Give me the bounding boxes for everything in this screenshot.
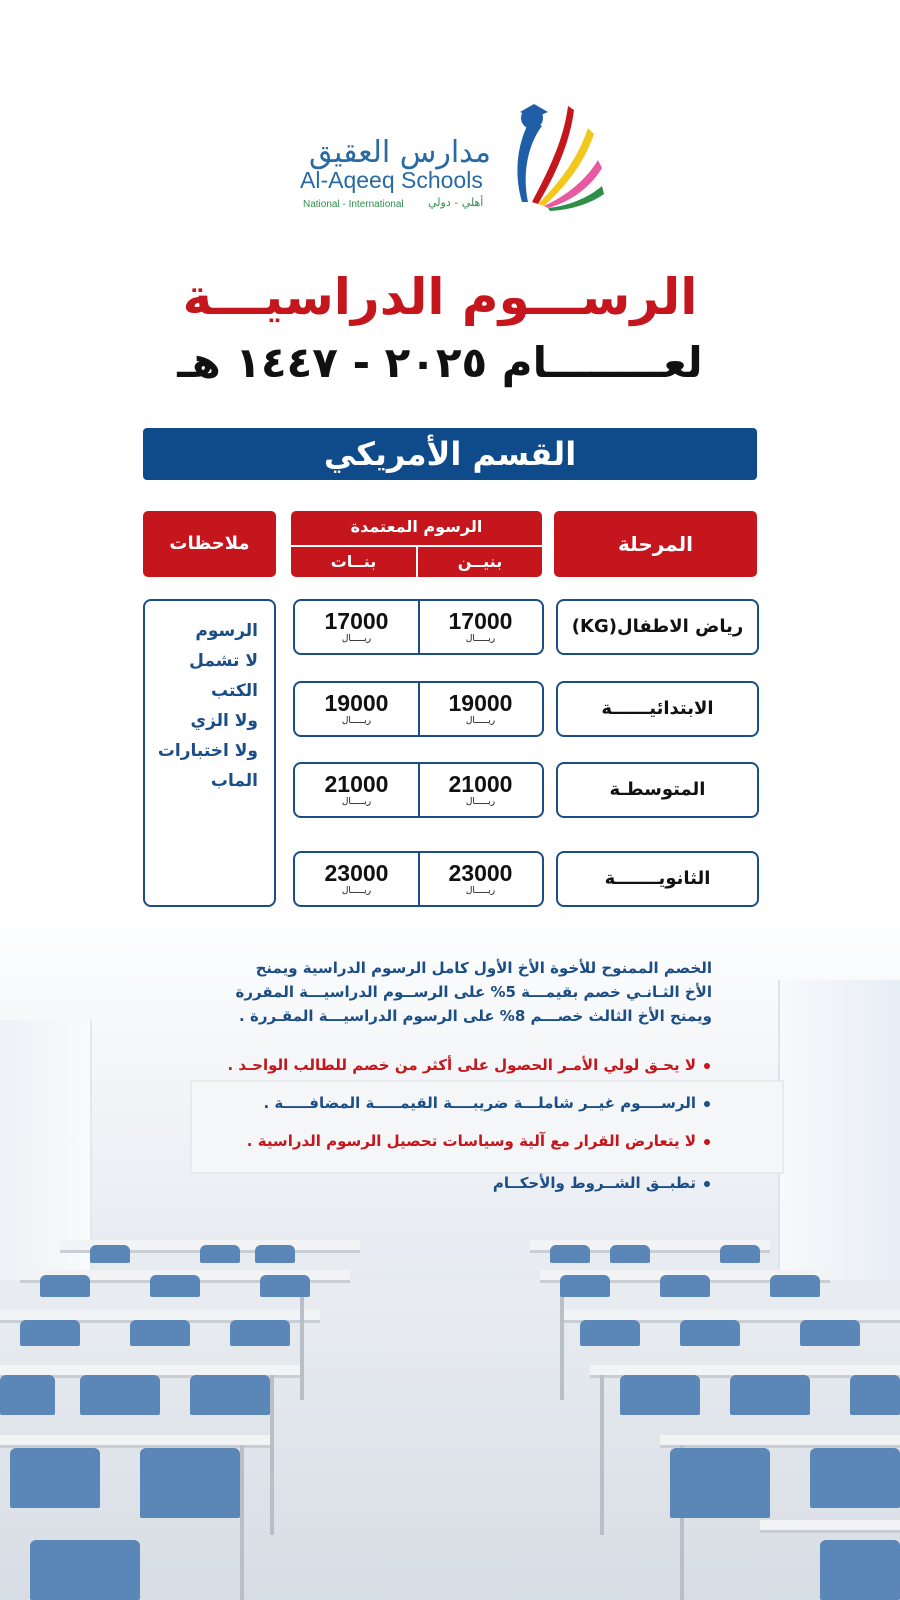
header-girls: بنــات [291,547,418,577]
fee-girls [295,601,418,653]
logo-subtitle-english: National - International [303,199,404,210]
fee-currency: ريـــــال [465,716,496,726]
bullet-text: لا يحـق لولي الأمـر الحصول على أكثر من خصم للطالب الواحـد . [227,1056,696,1074]
bullet-dot-icon [704,1181,710,1187]
bullet-item [160,1094,710,1112]
bullet-text: الرســــوم غيــر شاملـــة ضريبــــة القيمـــــة المضافـــــة . [263,1094,696,1112]
fee-amount: 17000 [448,608,513,634]
bullet-text: لا يتعارض القرار مع آلية وسياسات تحصيل الرسوم الدراسية . [246,1132,696,1150]
fee-currency: ريـــــال [341,886,372,896]
fee-amount: 21000 [448,771,513,797]
page-title: الرســـوم الدراسيـــة [182,268,698,326]
fee-currency: ريـــــال [341,797,372,807]
discount-line: الخصم الممنوح للأخوة الأخ الأول كامل الرسوم الدراسية ويمنح [255,959,712,977]
stage-cell: الابتدائيــــــة [556,681,759,737]
stage-cell: المتوسطـة [556,762,759,818]
bullet-item [160,1132,710,1150]
fee-row [293,681,544,737]
discount-line: ويمنح الأخ الثالث خصـــم 8% على الرسوم الدراسيـــة المقـررة . [239,1007,712,1025]
fee-amount: 19000 [448,690,513,716]
notes-box [143,599,276,907]
bullet-item [160,1174,710,1192]
fee-amount: 19000 [324,690,389,716]
bullet-text: تطبــق الشــروط والأحكــام [492,1174,696,1192]
fee-boys [419,764,542,816]
header-stage: المرحلة [554,511,757,577]
note-line: الرسوم [195,621,258,641]
fee-boys [419,853,542,905]
bullet-dot-icon [704,1063,710,1069]
note-line: الماب [210,771,258,791]
fee-amount: 21000 [324,771,389,797]
fee-row [293,851,544,907]
note-line: ولا الزي [190,711,258,731]
header-boys: بنيــن [457,552,503,571]
logo-emblem-icon [490,98,610,216]
stage-cell: رياض الاطفال(KG) [556,599,759,655]
bullet-dot-icon [704,1139,710,1145]
header-notes: ملاحظات [143,511,276,577]
bullet-item [160,1056,710,1074]
bullet-dot-icon [704,1101,710,1107]
fee-girls [295,764,418,816]
section-banner: القسم الأمريكي [143,428,757,480]
logo-name-arabic: مدارس العقيق [309,135,491,170]
header-fees-title: الرسوم المعتمدة [291,511,542,547]
fee-amount: 23000 [448,860,513,886]
fee-row [293,599,544,655]
note-line: لا تشمل [189,651,258,671]
logo-name-english: Al-Aqeeq Schools [300,167,483,193]
fee-currency: ريـــــال [465,634,496,644]
note-line: ولا اختبارات [157,741,258,761]
fee-boys [419,683,542,735]
discount-paragraph [175,956,712,1028]
logo-subtitle-arabic: أهلي - دولي [428,196,484,209]
fee-girls [295,853,418,905]
fee-currency: ريـــــال [465,797,496,807]
fee-amount: 23000 [324,860,389,886]
fee-boys [419,601,542,653]
page-subtitle-year: لعــــــــام ٢٠٢٥ - ١٤٤٧ هـ [177,338,703,387]
fee-row [293,762,544,818]
header-fees [291,511,542,577]
fee-currency: ريـــــال [341,716,372,726]
discount-line: الأخ الثـانـي خصم بقيمـــة 5% على الرســوم الدراسيـــة المقررة [235,983,712,1001]
note-line: الكتب [210,681,258,701]
fee-currency: ريـــــال [465,886,496,896]
fee-amount: 17000 [324,608,389,634]
fee-currency: ريـــــال [341,634,372,644]
fee-girls [295,683,418,735]
stage-cell: الثانويـــــــة [556,851,759,907]
